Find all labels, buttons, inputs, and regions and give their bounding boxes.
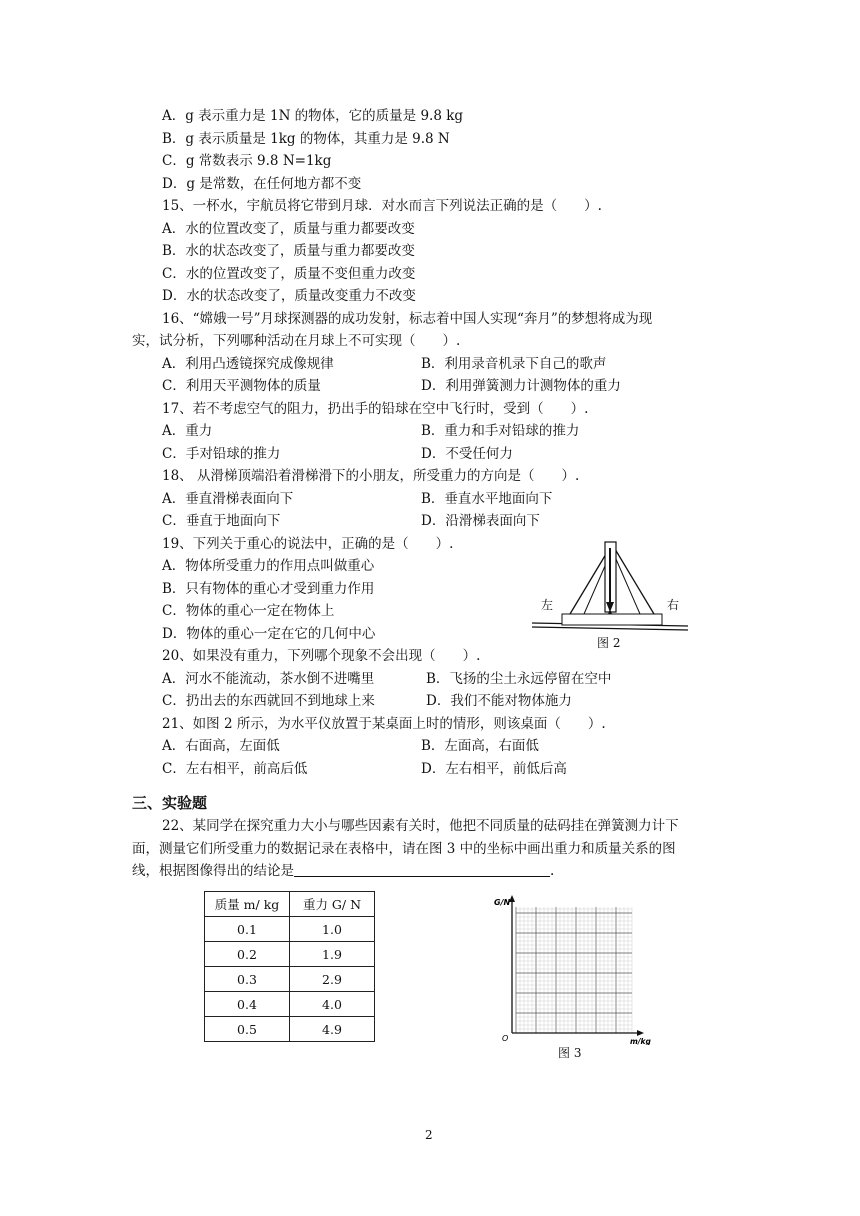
q14-option-a: A．g 表示重力是 1N 的物体，它的质量是 9.8 kg (162, 108, 464, 124)
q21-option-b: B．左面高，右面低 (421, 738, 539, 754)
x-axis-arrow (637, 1030, 644, 1036)
q20-stem: 20、如果没有重力，下列哪个现象不会出现（ ）. (162, 648, 481, 664)
q21-stem: 21、如图 2 所示，为水平仪放置于某桌面上时的情形，则该桌面（ ）. (162, 716, 606, 732)
q21-option-a: A．右面高，左面低 (162, 738, 280, 754)
table-row (205, 967, 375, 992)
figure-3-caption: 图 3 (558, 1046, 582, 1060)
q14-option-d: D．g 是常数，在任何地方都不变 (162, 176, 362, 192)
q16-option-a: A．利用凸透镜探究成像规律 (162, 356, 334, 372)
q17-option-a: A．重力 (162, 423, 213, 439)
q20-option-d: D．我们不能对物体施力 (426, 693, 572, 709)
q15-stem: 15、一杯水，宇航员将它带到月球．对水而言下列说法正确的是（ ）. (162, 198, 602, 214)
x-axis-label: m/kg (630, 1037, 651, 1045)
table-cell: 0.2 (205, 942, 290, 967)
table-cell: 2.9 (290, 967, 375, 992)
q18-stem: 18、 从滑梯顶端沿着滑梯滑下的小朋友，所受重力的方向是（ ）. (162, 468, 580, 484)
q16-option-b: B．利用录音机录下自己的歌声 (421, 356, 607, 372)
graph-paper-grid (516, 907, 632, 1033)
q17-option-c: C．手对铅球的推力 (162, 446, 281, 462)
q20-option-b: B．飞扬的尘土永远停留在空中 (426, 671, 612, 687)
figure-3-coordinate-grid[interactable] (490, 893, 660, 1045)
q22-stem-line1: 22、某同学在探究重力大小与哪些因素有关时，他把不同质量的砝码挂在弹簧测力计下 (162, 818, 679, 834)
answer-blank[interactable] (294, 862, 550, 877)
q22-stem-line2: 面，测量它们所受重力的数据记录在表格中，请在图 3 中的坐标中画出重力和质量关系的图 (132, 841, 676, 857)
table-cell: 0.5 (205, 1017, 290, 1042)
table-row (205, 992, 375, 1017)
section-heading-experiment: 三、实验题 (132, 794, 208, 812)
y-axis-label: G/N (494, 898, 511, 907)
q17-stem: 17、若不考虑空气的阻力，扔出手的铅球在空中飞行时，受到（ ）. (162, 401, 589, 417)
figure-2-right-label: 右 (667, 598, 680, 612)
figure-2-left-label: 左 (541, 598, 554, 612)
q15-option-d: D．水的状态改变了，质量改变重力不改变 (162, 288, 416, 304)
q18-option-d: D．沿滑梯表面向下 (421, 513, 540, 529)
page-number: 2 (425, 1128, 433, 1142)
q14-option-c: C．g 常数表示 9.8 N=1kg (162, 153, 332, 169)
table-cell: 0.1 (205, 917, 290, 942)
figure-2-level-diagram (528, 538, 694, 632)
q19-option-d: D．物体的重心一定在它的几何中心 (162, 626, 376, 642)
q19-option-b: B．只有物体的重心才受到重力作用 (162, 581, 375, 597)
q22-stem-line3 (132, 861, 554, 881)
q21-option-c: C．左右相平，前高后低 (162, 761, 308, 777)
q22-stem-line3-end: . (550, 863, 555, 879)
q19-option-c: C．物体的重心一定在物体上 (162, 603, 335, 619)
q18-option-c: C．垂直于地面向下 (162, 513, 281, 529)
q21-option-d: D．左右相平，前低后高 (421, 761, 567, 777)
table-header-cell: 质量 m/ kg (205, 892, 290, 917)
table-cell: 4.9 (290, 1017, 375, 1042)
q19-option-a: A．物体所受重力的作用点叫做重心 (162, 558, 375, 574)
table-cell: 0.4 (205, 992, 290, 1017)
q15-option-b: B．水的状态改变了，质量与重力都要改变 (162, 243, 415, 259)
table-header-row (205, 892, 375, 917)
figure-2-caption: 图 2 (597, 636, 621, 650)
table-row (205, 942, 375, 967)
q20-option-a: A．河水不能流动，茶水倒不进嘴里 (162, 671, 375, 687)
q14-option-b: B．g 表示质量是 1kg 的物体，其重力是 9.8 N (162, 131, 450, 147)
q16-stem-line1: 16、“嫦娥一号”月球探测器的成功发射，标志着中国人实现“奔月”的梦想将成为现 (162, 311, 653, 327)
table-cell: 4.0 (290, 992, 375, 1017)
q16-stem-line2: 实，试分析，下列哪种活动在月球上不可实现（ ）. (132, 333, 461, 349)
q17-option-b: B．重力和手对铅球的推力 (421, 423, 580, 439)
q17-option-d: D．不受任何力 (421, 446, 513, 462)
origin-label: O (502, 1034, 509, 1043)
q19-stem: 19、下列关于重心的说法中，正确的是（ ）. (162, 536, 454, 552)
q16-option-c: C．利用天平测物体的质量 (162, 378, 321, 394)
mass-weight-table (204, 891, 375, 1042)
q16-option-d: D．利用弹簧测力计测物体的重力 (421, 378, 621, 394)
table-cell: 0.3 (205, 967, 290, 992)
table-cell: 1.9 (290, 942, 375, 967)
q18-option-b: B．垂直水平地面向下 (421, 491, 553, 507)
q15-option-a: A．水的位置改变了，质量与重力都要改变 (162, 221, 415, 237)
q18-option-a: A．垂直滑梯表面向下 (162, 491, 294, 507)
table-header-cell: 重力 G/ N (290, 892, 375, 917)
q22-stem-line3-text: 线，根据图像得出的结论是 (132, 863, 294, 879)
table-row (205, 1017, 375, 1042)
q15-option-c: C．水的位置改变了，质量不变但重力改变 (162, 266, 416, 282)
q20-option-c: C．扔出去的东西就回不到地球上来 (162, 693, 375, 709)
table-cell: 1.0 (290, 917, 375, 942)
table-row (205, 917, 375, 942)
